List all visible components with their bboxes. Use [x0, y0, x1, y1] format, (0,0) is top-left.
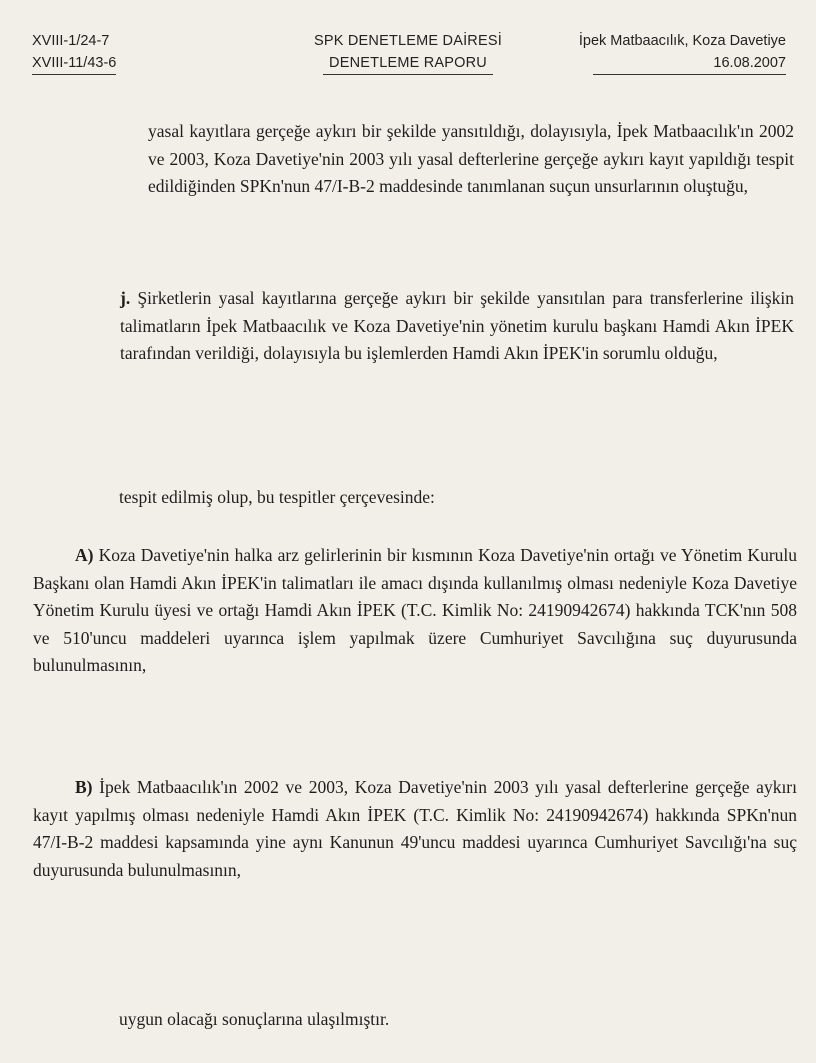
- paragraph-continuation: [148, 118, 794, 201]
- item-label-b: B): [75, 777, 93, 797]
- item-label-a: A): [75, 545, 94, 565]
- paragraph-item-a: [33, 542, 797, 680]
- paragraph-item-j: [120, 285, 794, 368]
- paragraph-conclusion: [119, 1006, 799, 1034]
- department-title: SPK DENETLEME DAİRESİ: [314, 33, 502, 49]
- paragraph-text: Şirketlerin yasal kayıtlarına gerçeğe aykırı bir şekilde yansıtılan para transferlerine ilişkin talimatların İpek Matbaacılık ve Koza Davetiye'nin yönetim kurulu başkanı Hamdi Akın İPEK tarafından verildiği, dolayısıyla bu işlemlerden Hamdi Akın İPEK'in sorumlu olduğu,: [120, 288, 794, 363]
- paragraph-text: tespit edilmiş olup, bu tespitler çerçevesinde:: [119, 487, 435, 507]
- paragraph-text: İpek Matbaacılık'ın 2002 ve 2003, Koza Davetiye'nin 2003 yılı yasal defterlerine gerçeğe aykırı kayıt yapılmış olması nedeniyle Hamdi Akın İPEK (T.C. Kimlik No: 24190942674) hakkında SPKn'nun 47/I-B-2 maddesi kapsamında yine aynı Kanunun 49'uncu maddesi uyarınca Cumhuriyet Savcılığı'na suç duyurusunda bulunulmasının,: [33, 777, 797, 880]
- paragraph-text: uygun olacağı sonuçlarına ulaşılmıştır.: [119, 1009, 390, 1029]
- paragraph-text: yasal kayıtlara gerçeğe aykırı bir şekilde yansıtıldığı, dolayısıyla, İpek Matbaacılık'ın 2002 ve 2003, Koza Davetiye'nin 2003 yılı yasal defterlerine gerçeğe aykırı kayıt yapıldığı tespit edildiğinden SPKn'nun 47/I-B-2 maddesinde tanımlanan suçun unsurlarının oluştuğu,: [148, 121, 794, 196]
- item-label-j: j.: [120, 288, 131, 308]
- report-title: DENETLEME RAPORU: [323, 52, 493, 75]
- companies-label: İpek Matbaacılık, Koza Davetiye: [578, 33, 786, 49]
- paragraph-summary: [119, 484, 799, 512]
- header-subject-block: [579, 30, 786, 75]
- reference-line-2: XVIII-11/43-6: [32, 52, 116, 75]
- reference-line-1: XVIII-1/24-7: [32, 33, 110, 49]
- paragraph-text: Koza Davetiye'nin halka arz gelirlerinin bir kısmının Koza Davetiye'nin ortağı ve Yönetim Kurulu Başkanı olan Hamdi Akın İPEK'in talimatları ile amacı dışında kullanılmış olması nedeniyle Koza Davetiye Yönetim Kurulu üyesi ve ortağı Hamdi Akın İPEK (T.C. Kimlik No: 24190942674) hakkında TCK'nın 508 ve 510'uncu maddeleri uyarınca işlem yapılmak üzere Cumhuriyet Savcılığına suç duyurusunda bulunulmasının,: [33, 545, 798, 675]
- report-date: 16.08.2007: [593, 52, 786, 75]
- paragraph-item-b: [33, 774, 797, 884]
